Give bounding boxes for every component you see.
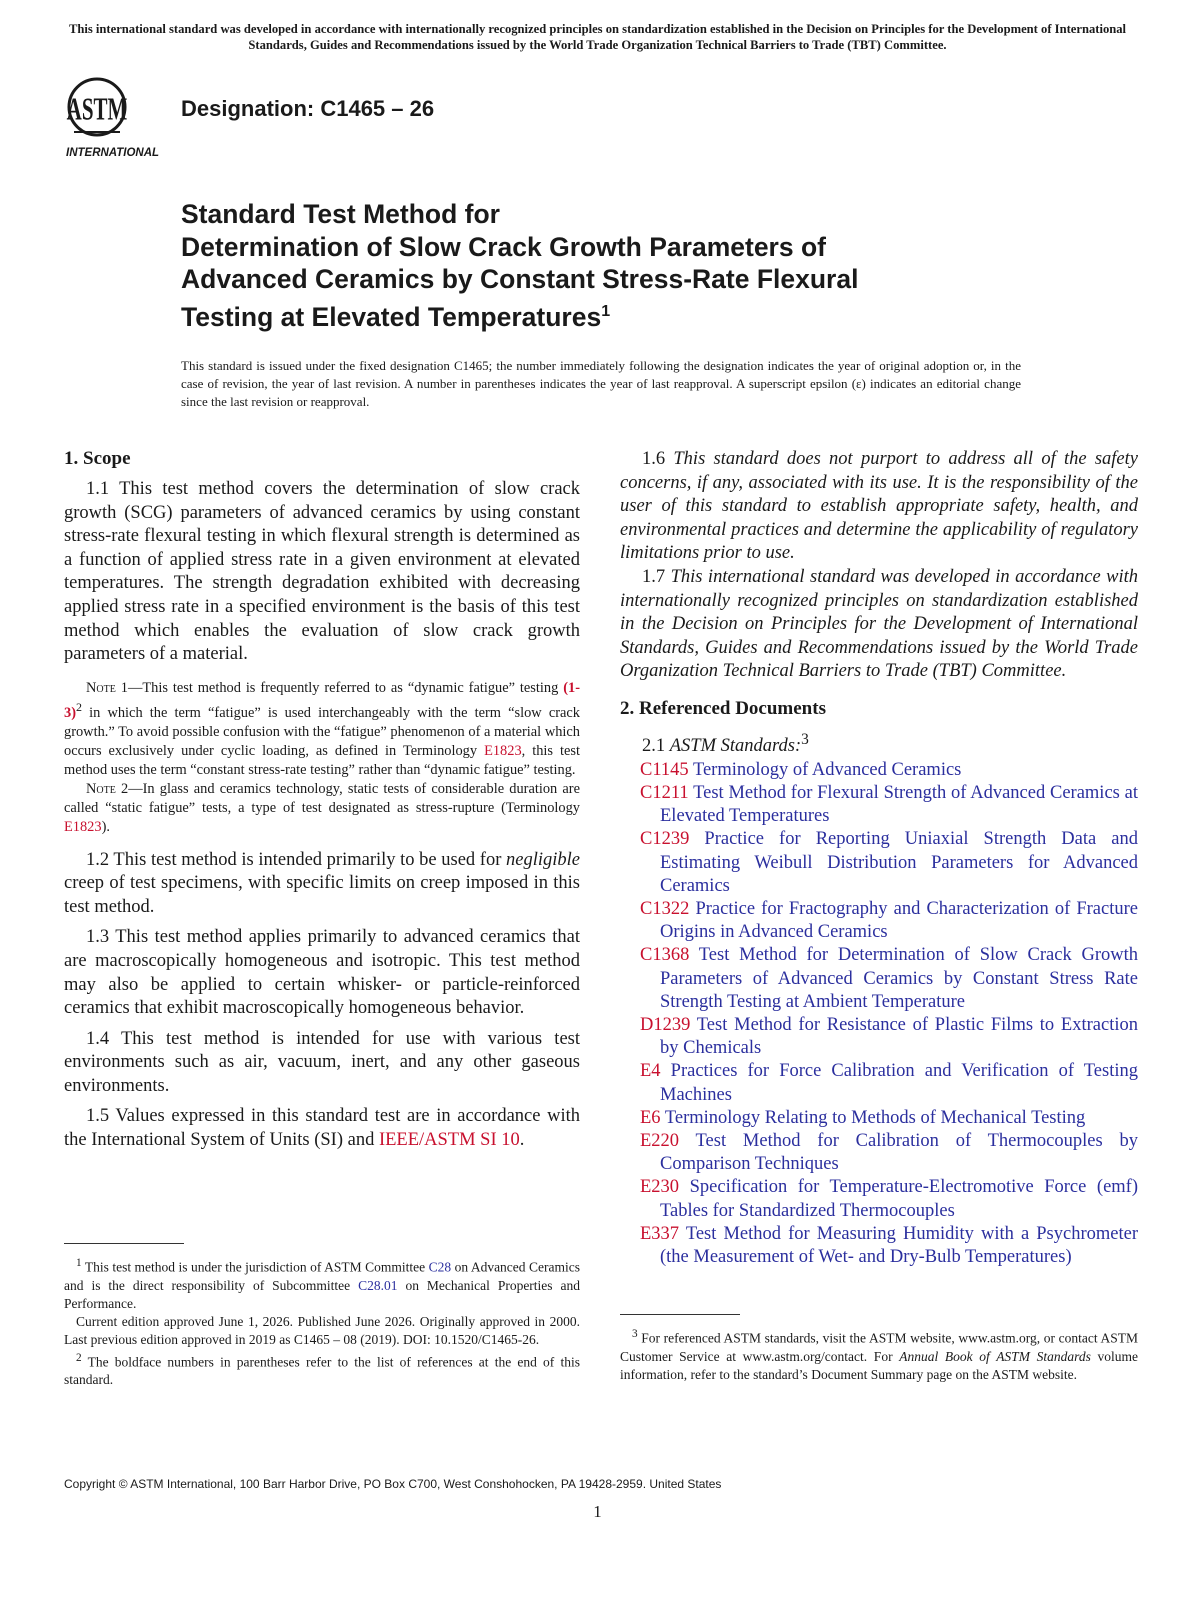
standard-title-link[interactable]: Test Method for Measuring Humidity with a Psychrometer (the Measurement of Wet- and Dry-Bulb Temperatures)	[660, 1223, 1138, 1267]
standard-title-link[interactable]: Terminology Relating to Methods of Mechanical Testing	[660, 1107, 1086, 1128]
standard-title-link[interactable]: Test Method for Flexural Strength of Advanced Ceramics at Elevated Temperatures	[660, 782, 1138, 827]
astm-logo	[64, 74, 174, 164]
standard-title-link[interactable]: Test Method for Determination of Slow Crack Growth Parameters of Advanced Ceramics by Constant Stress Rate Strength Testing at Ambient Temperature	[660, 945, 1138, 1012]
para-2-1-num: 2.1	[642, 736, 670, 757]
section-heading-scope: 1. Scope	[64, 448, 131, 469]
para-1-6-num: 1.6	[642, 449, 674, 469]
standard-code-link[interactable]: C1368	[640, 945, 690, 966]
footnote-marker-2: 2	[76, 699, 82, 714]
footnote-1	[64, 1254, 580, 1313]
astm-logo-letters: ASTM	[66, 91, 128, 127]
standard-title-link[interactable]: Terminology of Advanced Ceramics	[688, 759, 962, 780]
ref-link-1-3[interactable]: (1-3)	[64, 679, 580, 721]
footnote-1-a: This test method is under the jurisdiction of ASTM Committee	[81, 1259, 429, 1275]
standard-code-link[interactable]: C1239	[640, 829, 690, 850]
title-line-1: Standard Test Method for	[181, 199, 500, 229]
standard-code-link[interactable]: E220	[640, 1130, 680, 1151]
title-line-3: Advanced Ceramics by Constant Stress-Rate Flexural	[181, 264, 859, 294]
title-line-4	[181, 296, 981, 333]
footnote-1-edition: Current edition approved June 1, 2026. Published June 2026. Originally approved in 2000. Last previous edition approved in 2019 as C1465 – 08 (2019). DOI: 10.1520/C1465-26.	[64, 1313, 580, 1347]
standard-code-link[interactable]: E4	[640, 1061, 661, 1082]
referenced-standard-item	[640, 782, 1138, 828]
footnote-2-marker: 2	[76, 1351, 82, 1364]
referenced-standard-item	[640, 1223, 1138, 1269]
designation: Designation: C1465 – 26	[181, 96, 435, 121]
para-1-2-em: negligible	[506, 849, 580, 870]
link-c28-01[interactable]: C28.01	[358, 1277, 398, 1293]
referenced-standard-item	[640, 828, 1138, 898]
referenced-standards-list	[620, 759, 1138, 1269]
document-title	[181, 198, 981, 333]
link-ieee-astm-si10[interactable]: IEEE/ASTM SI 10	[378, 1130, 520, 1151]
note-2-label: Note	[86, 780, 116, 797]
referenced-standard-item	[640, 1176, 1138, 1222]
footnote-1-b: on Advanced Ceramics and is the direct responsibility of Subcommittee	[64, 1259, 580, 1293]
copyright-line: Copyright © ASTM International, 100 Barr Harbor Drive, PO Box C700, West Conshohocken, PA 19428-2959. United States	[64, 1477, 722, 1491]
left-column	[64, 448, 580, 1160]
para-1-2	[64, 849, 580, 920]
issue-note: This standard is issued under the fixed designation C1465; the number immediately following the designation indicates the year of original adoption or, in the case of revision, the year of last revision. A number in parentheses indicates the year of last reapproval. A superscript epsilon (ε) indicates an editorial change since the last revision or reapproval.	[181, 358, 1021, 409]
note-1-label: Note	[86, 679, 116, 696]
title-line-4-text: Testing at Elevated Temperatures	[181, 301, 602, 332]
standard-code-link[interactable]: E230	[640, 1177, 680, 1198]
para-1-7-num: 1.7	[642, 566, 671, 587]
para-1-2-b: creep of test specimens, with specific limits on creep imposed in this test method.	[64, 873, 580, 917]
note-2-text-a: 2—In glass and ceramics technology, static tests of considerable duration are called “static fatigue” tests, a type of test designated as stress-rupture (Terminology	[64, 780, 580, 816]
footnote-2-text: The boldface numbers in parentheses refer to the list of references at the end of this standard.	[64, 1354, 580, 1387]
para-1-6	[620, 448, 1138, 566]
standard-code-link[interactable]: D1239	[640, 1014, 691, 1035]
standard-code-link[interactable]: C1145	[640, 759, 689, 780]
referenced-standard-item	[640, 944, 1138, 1014]
standard-title-link[interactable]: Practice for Fractography and Characterization of Fracture Origins in Advanced Ceramics	[660, 898, 1138, 943]
para-1-2-a: 1.2 This test method is intended primarily to be used for	[86, 849, 507, 870]
referenced-standard-item	[640, 1014, 1138, 1060]
note-2	[64, 780, 580, 837]
note-1-text-c: , this test method uses the term “constant stress-rate testing” rather than “dynamic fatigue” testing.	[64, 742, 580, 778]
footnote-3-a: For referenced ASTM standards, visit the ASTM website, www.astm.org, or contact ASTM Customer Service at www.astm.org/contact. For	[620, 1330, 1138, 1364]
para-2-1-label: ASTM Standards:	[669, 736, 802, 757]
footnote-2	[64, 1349, 580, 1390]
footnote-marker-3: 3	[801, 730, 809, 748]
standard-title-link[interactable]: Practices for Force Calibration and Verification of Testing Machines	[660, 1061, 1138, 1105]
standard-code-link[interactable]: C1322	[640, 898, 690, 919]
link-e1823[interactable]: E1823	[484, 742, 522, 759]
note-1-text-a: 1—This test method is frequently referred to as “dynamic fatigue” testing	[115, 679, 564, 696]
link-e1823-2[interactable]: E1823	[64, 818, 102, 835]
standard-title-link[interactable]: Practice for Reporting Uniaxial Strength Data and Estimating Weibull Distribution Parameters for Advanced Ceramics	[660, 829, 1138, 896]
referenced-standard-item	[640, 1107, 1138, 1130]
note-1	[64, 679, 580, 780]
footnote-3-b: volume information, refer to the standard’s Document Summary page on the ASTM website.	[620, 1348, 1139, 1382]
standard-code-link[interactable]: C1211	[640, 782, 689, 803]
referenced-standard-item	[640, 759, 1138, 782]
para-1-6-text: This standard does not purport to address all of the safety concerns, if any, associated with its use. It is the responsibility of the user of this standard to establish appropriate safety, health, and environmental practices and determine the applicability of regulatory limitations prior to use.	[620, 449, 1138, 564]
standard-code-link[interactable]: E6	[640, 1107, 661, 1128]
para-1-5	[64, 1105, 580, 1152]
referenced-standard-item	[640, 898, 1138, 944]
referenced-standard-item	[640, 1060, 1138, 1106]
page-number: 1	[593, 1502, 602, 1521]
footnote-3	[620, 1325, 1138, 1384]
astm-logo-sub: INTERNATIONAL	[66, 147, 160, 159]
para-1-5-a: 1.5 Values expressed in this standard test are in accordance with the International System of Units (SI) and	[64, 1106, 580, 1151]
section-heading-referenced-documents: 2. Referenced Documents	[620, 697, 826, 719]
left-footnotes	[64, 1243, 580, 1389]
para-1-5-b: .	[519, 1130, 525, 1151]
footnote-rule-right	[620, 1314, 740, 1315]
note-1-text-b: in which the term “fatigue” is used interchangeably with the term “slow crack growth.” To avoid possible confusion with the “fatigue” phenomenon of a material which occurs exclusively under cyclic loading, as defined in Terminology	[64, 704, 580, 759]
para-1-3: 1.3 This test method applies primarily to advanced ceramics that are macroscopically homogeneous and isotropic. This test method may also be applied to certain whisker- or particle-reinforced ceramics that exhibit macroscopically homogeneous behavior.	[64, 927, 580, 1019]
para-1-4: 1.4 This test method is intended for use with various test environments such as air, vacuum, inert, and any other gaseous environments.	[64, 1028, 580, 1096]
right-column	[620, 448, 1138, 1269]
footnote-1-marker: 1	[76, 1257, 82, 1269]
footnote-3-marker: 3	[632, 1328, 638, 1340]
para-1-1: 1.1 This test method covers the determination of slow crack growth (SCG) parameters of advanced ceramics by using constant stress-rate flexural testing in which flexural strength is determined as a function of applied stress rate in a given environment at elevated temperatures. The strength degradation exhibited with decreasing applied stress rate in a specified environment is the basis of this test method which enables the evaluation of slow crack growth parameters of a material.	[64, 479, 580, 665]
note-2-text-b: ).	[101, 818, 110, 835]
astm-logo-mark	[64, 74, 174, 164]
footnote-rule-left	[64, 1243, 184, 1244]
standard-title-link[interactable]: Specification for Temperature-Electromotive Force (emf) Tables for Standardized Thermocouples	[660, 1177, 1138, 1221]
para-2-1	[620, 728, 1138, 759]
standard-code-link[interactable]: E337	[640, 1223, 680, 1244]
title-footnote-marker: 1	[601, 302, 611, 320]
link-c28[interactable]: C28	[428, 1259, 452, 1275]
title-line-2: Determination of Slow Crack Growth Parameters of	[181, 231, 826, 262]
para-1-7-text: This international standard was developed in accordance with internationally recognized principles on standardization established in the Decision on Principles for the Development of International Standards, Guides and Recommendations issued by the World Trade Organization Technical Barriers to Trade (TBT) Committee.	[620, 566, 1139, 682]
top-notice: This international standard was developed in accordance with internationally recognized principles on standardization established in the Decision on Principles for the Development of International Standards, Guides and Recommendations issued by the World Trade Organization Technical Barriers to Trade (TBT) Committee.	[68, 22, 1127, 52]
standard-title-link[interactable]: Test Method for Calibration of Thermocouples by Comparison Techniques	[660, 1130, 1138, 1175]
standard-title-link[interactable]: Test Method for Resistance of Plastic Films to Extraction by Chemicals	[660, 1014, 1138, 1059]
para-1-7	[620, 566, 1138, 684]
footnote-1-c: on Mechanical Properties and Performance.	[64, 1277, 580, 1311]
referenced-standard-item	[640, 1130, 1138, 1176]
right-footnotes	[620, 1314, 1138, 1384]
footnote-3-em: Annual Book of ASTM Standards	[899, 1348, 1091, 1364]
